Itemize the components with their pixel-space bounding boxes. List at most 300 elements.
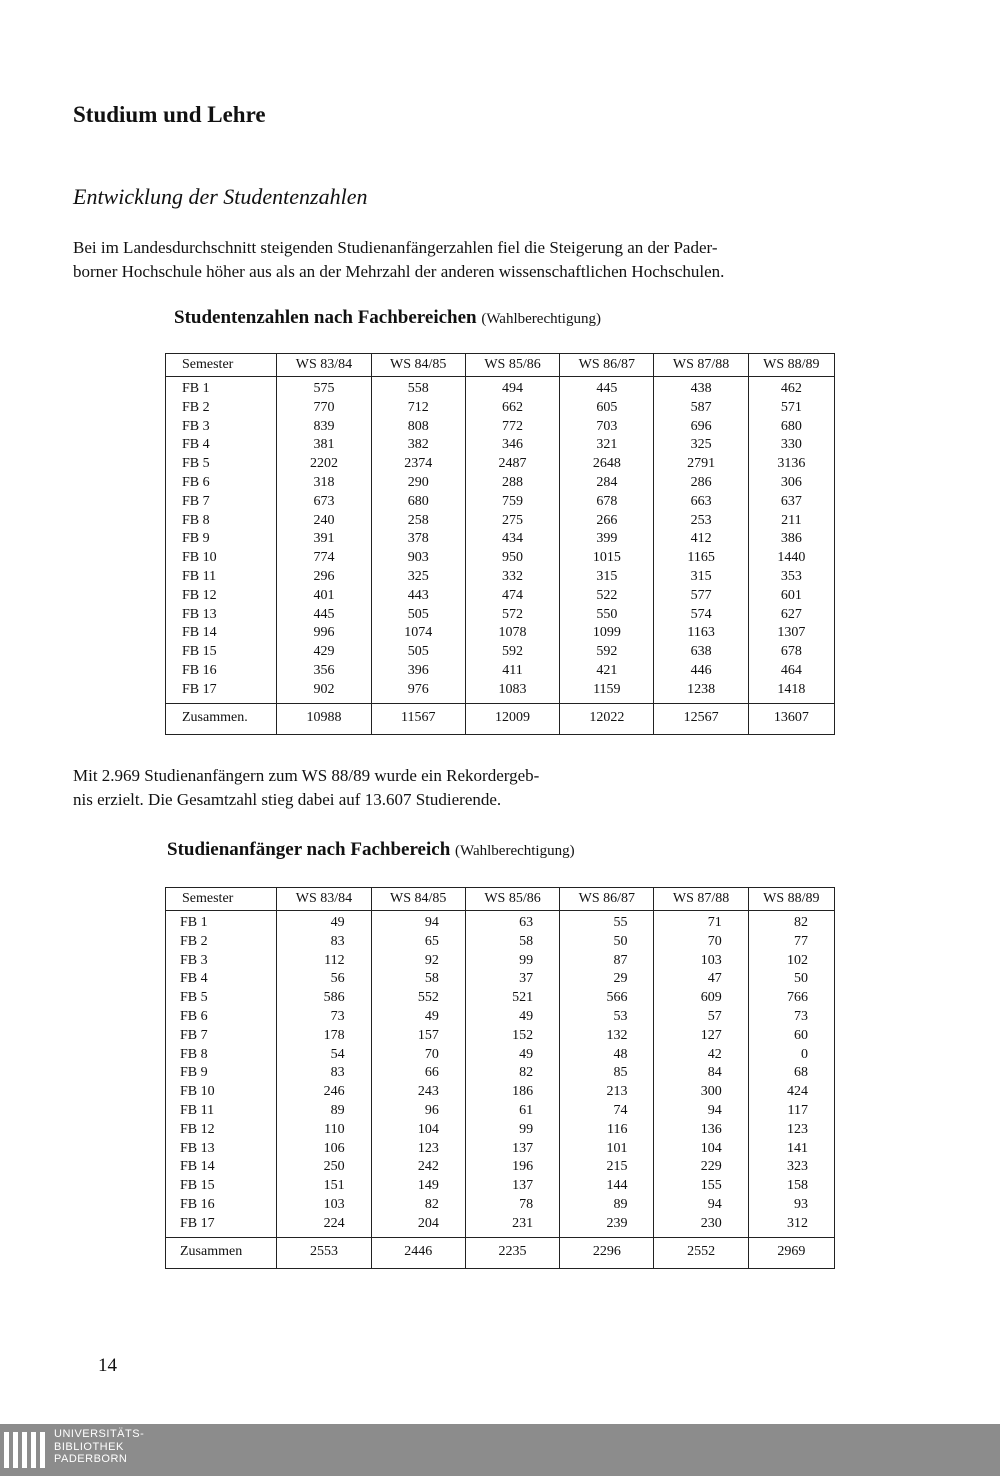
paragraph-line: borner Hochschule höher aus als an der Mehrzahl der anderen wissenschaftlichen Hochschulen. bbox=[73, 262, 725, 281]
table-cell: 663 bbox=[654, 493, 748, 512]
table-cell: 637 bbox=[748, 493, 834, 512]
table-cell: 575 bbox=[277, 377, 371, 399]
table-row bbox=[166, 970, 835, 989]
table-cell: 1159 bbox=[560, 681, 654, 703]
table-cell: 50 bbox=[560, 933, 654, 952]
table-cell: 638 bbox=[654, 643, 748, 662]
table2-title: Studienanfänger nach Fachbereich bbox=[167, 839, 451, 860]
table-cell: 587 bbox=[654, 399, 748, 418]
table-cell: 462 bbox=[748, 377, 834, 399]
column-header-semester-year: WS 83/84 bbox=[277, 888, 371, 911]
table-row bbox=[166, 436, 835, 455]
table-cell: 1418 bbox=[748, 681, 834, 703]
table-cell: 601 bbox=[748, 587, 834, 606]
table-cell: 586 bbox=[277, 989, 371, 1008]
column-header-semester-year: WS 87/88 bbox=[654, 354, 748, 377]
table1-title: Studentenzahlen nach Fachbereichen bbox=[174, 307, 477, 328]
column-header-semester-year: WS 86/87 bbox=[560, 888, 654, 911]
table-cell: 680 bbox=[371, 493, 465, 512]
table-row bbox=[166, 587, 835, 606]
table-cell: 123 bbox=[371, 1140, 465, 1159]
table-row bbox=[166, 512, 835, 531]
logo-line: BIBLIOTHEK bbox=[54, 1440, 124, 1453]
table-cell: 1165 bbox=[654, 549, 748, 568]
table-cell: 78 bbox=[465, 1196, 559, 1215]
row-label: FB 15 bbox=[166, 643, 277, 662]
total-cell: 12022 bbox=[560, 703, 654, 734]
row-label: FB 8 bbox=[166, 1046, 277, 1065]
table-cell: 696 bbox=[654, 418, 748, 437]
table-cell: 577 bbox=[654, 587, 748, 606]
table-cell: 592 bbox=[465, 643, 559, 662]
table-cell: 258 bbox=[371, 512, 465, 531]
table-cell: 92 bbox=[371, 952, 465, 971]
table-cell: 306 bbox=[748, 474, 834, 493]
table-cell: 808 bbox=[371, 418, 465, 437]
table-cell: 399 bbox=[560, 530, 654, 549]
table-row bbox=[166, 1121, 835, 1140]
table-cell: 104 bbox=[654, 1140, 748, 1159]
row-label: FB 17 bbox=[166, 1215, 277, 1237]
table-row bbox=[166, 624, 835, 643]
table-cell: 211 bbox=[748, 512, 834, 531]
table-cell: 243 bbox=[371, 1083, 465, 1102]
table-cell: 521 bbox=[465, 989, 559, 1008]
table-cell: 157 bbox=[371, 1027, 465, 1046]
table-cell: 151 bbox=[277, 1177, 371, 1196]
table-cell: 230 bbox=[654, 1215, 748, 1237]
table-cell: 85 bbox=[560, 1064, 654, 1083]
table-cell: 186 bbox=[465, 1083, 559, 1102]
table-cell: 391 bbox=[277, 530, 371, 549]
table-row bbox=[166, 493, 835, 512]
page-number: 14 bbox=[98, 1355, 117, 1376]
row-label: FB 7 bbox=[166, 1027, 277, 1046]
table-cell: 137 bbox=[465, 1177, 559, 1196]
table-cell: 494 bbox=[465, 377, 559, 399]
table-row bbox=[166, 662, 835, 681]
table-cell: 346 bbox=[465, 436, 559, 455]
table-row bbox=[166, 1177, 835, 1196]
table-cell: 94 bbox=[654, 1102, 748, 1121]
table-cell: 558 bbox=[371, 377, 465, 399]
row-label: FB 9 bbox=[166, 1064, 277, 1083]
row-label: FB 12 bbox=[166, 1121, 277, 1140]
column-header-semester-year: WS 85/86 bbox=[465, 888, 559, 911]
table-cell: 286 bbox=[654, 474, 748, 493]
table-row bbox=[166, 568, 835, 587]
table-cell: 550 bbox=[560, 606, 654, 625]
table-cell: 325 bbox=[654, 436, 748, 455]
table-row bbox=[166, 1064, 835, 1083]
table-cell: 94 bbox=[371, 911, 465, 933]
column-header-semester-year: WS 84/85 bbox=[371, 888, 465, 911]
table-cell: 54 bbox=[277, 1046, 371, 1065]
table-cell: 93 bbox=[748, 1196, 834, 1215]
table-row bbox=[166, 989, 835, 1008]
table-cell: 117 bbox=[748, 1102, 834, 1121]
table-cell: 609 bbox=[654, 989, 748, 1008]
table-row bbox=[166, 911, 835, 933]
table-cell: 1163 bbox=[654, 624, 748, 643]
row-label: FB 5 bbox=[166, 989, 277, 1008]
table-cell: 250 bbox=[277, 1158, 371, 1177]
table-cell: 321 bbox=[560, 436, 654, 455]
table-cell: 678 bbox=[560, 493, 654, 512]
table-cell: 49 bbox=[371, 1008, 465, 1027]
row-label: FB 2 bbox=[166, 399, 277, 418]
table-row bbox=[166, 952, 835, 971]
paragraph-line: nis erzielt. Die Gesamtzahl stieg dabei auf 13.607 Studierende. bbox=[73, 790, 502, 809]
table-cell: 1078 bbox=[465, 624, 559, 643]
first-year-students-table bbox=[165, 887, 835, 1269]
table-cell: 592 bbox=[560, 643, 654, 662]
table-cell: 401 bbox=[277, 587, 371, 606]
row-label: FB 3 bbox=[166, 418, 277, 437]
table-cell: 2648 bbox=[560, 455, 654, 474]
table-cell: 141 bbox=[748, 1140, 834, 1159]
total-cell: 10988 bbox=[277, 703, 371, 734]
table-row bbox=[166, 933, 835, 952]
table-cell: 323 bbox=[748, 1158, 834, 1177]
table-cell: 215 bbox=[560, 1158, 654, 1177]
table-cell: 65 bbox=[371, 933, 465, 952]
table-cell: 950 bbox=[465, 549, 559, 568]
table-cell: 386 bbox=[748, 530, 834, 549]
table-header-row bbox=[166, 888, 835, 911]
table-cell: 353 bbox=[748, 568, 834, 587]
table-cell: 158 bbox=[748, 1177, 834, 1196]
table-cell: 1074 bbox=[371, 624, 465, 643]
table-cell: 434 bbox=[465, 530, 559, 549]
table-cell: 1307 bbox=[748, 624, 834, 643]
table-total-row bbox=[166, 1237, 835, 1268]
table-row bbox=[166, 1196, 835, 1215]
table-cell: 102 bbox=[748, 952, 834, 971]
table-cell: 63 bbox=[465, 911, 559, 933]
table-cell: 505 bbox=[371, 643, 465, 662]
table-row bbox=[166, 474, 835, 493]
table-cell: 84 bbox=[654, 1064, 748, 1083]
table-cell: 112 bbox=[277, 952, 371, 971]
table-cell: 82 bbox=[371, 1196, 465, 1215]
table-cell: 429 bbox=[277, 643, 371, 662]
table-cell: 132 bbox=[560, 1027, 654, 1046]
library-footer-bar bbox=[0, 1424, 1000, 1476]
table-cell: 229 bbox=[654, 1158, 748, 1177]
table-cell: 53 bbox=[560, 1008, 654, 1027]
table-cell: 572 bbox=[465, 606, 559, 625]
row-label: FB 16 bbox=[166, 662, 277, 681]
row-label: FB 7 bbox=[166, 493, 277, 512]
total-cell: 13607 bbox=[748, 703, 834, 734]
column-header-semester-year: WS 85/86 bbox=[465, 354, 559, 377]
table-row bbox=[166, 1158, 835, 1177]
table-cell: 47 bbox=[654, 970, 748, 989]
table-cell: 61 bbox=[465, 1102, 559, 1121]
table-cell: 571 bbox=[748, 399, 834, 418]
table-cell: 903 bbox=[371, 549, 465, 568]
table-cell: 627 bbox=[748, 606, 834, 625]
table-cell: 284 bbox=[560, 474, 654, 493]
table-row bbox=[166, 681, 835, 703]
table-cell: 83 bbox=[277, 933, 371, 952]
student-numbers-table bbox=[165, 353, 835, 735]
table-cell: 94 bbox=[654, 1196, 748, 1215]
table-cell: 89 bbox=[560, 1196, 654, 1215]
table-header-row bbox=[166, 354, 835, 377]
row-label: FB 16 bbox=[166, 1196, 277, 1215]
table-cell: 3136 bbox=[748, 455, 834, 474]
paragraph-line: Bei im Landesdurchschnitt steigenden Studienanfängerzahlen fiel die Steigerung an der Pader- bbox=[73, 238, 718, 257]
table-cell: 325 bbox=[371, 568, 465, 587]
table-cell: 136 bbox=[654, 1121, 748, 1140]
table-cell: 178 bbox=[277, 1027, 371, 1046]
row-label: FB 9 bbox=[166, 530, 277, 549]
table-cell: 103 bbox=[277, 1196, 371, 1215]
table-cell: 42 bbox=[654, 1046, 748, 1065]
table-total-row bbox=[166, 703, 835, 734]
table-row bbox=[166, 549, 835, 568]
table-cell: 73 bbox=[277, 1008, 371, 1027]
table-cell: 446 bbox=[654, 662, 748, 681]
paragraph-line: Mit 2.969 Studienanfängern zum WS 88/89 wurde ein Rekordergeb- bbox=[73, 766, 540, 785]
table-cell: 474 bbox=[465, 587, 559, 606]
library-logo-icon bbox=[4, 1432, 48, 1472]
table-cell: 89 bbox=[277, 1102, 371, 1121]
table-cell: 50 bbox=[748, 970, 834, 989]
table-cell: 66 bbox=[371, 1064, 465, 1083]
table-cell: 246 bbox=[277, 1083, 371, 1102]
table-cell: 68 bbox=[748, 1064, 834, 1083]
table-row bbox=[166, 1102, 835, 1121]
table-cell: 57 bbox=[654, 1008, 748, 1027]
table-cell: 49 bbox=[277, 911, 371, 933]
table-cell: 1440 bbox=[748, 549, 834, 568]
table-cell: 678 bbox=[748, 643, 834, 662]
table-cell: 82 bbox=[465, 1064, 559, 1083]
table-cell: 976 bbox=[371, 681, 465, 703]
table-cell: 318 bbox=[277, 474, 371, 493]
table-cell: 56 bbox=[277, 970, 371, 989]
table2-subtitle: (Wahlberechtigung) bbox=[455, 843, 575, 859]
record-paragraph bbox=[73, 764, 673, 812]
table-cell: 2374 bbox=[371, 455, 465, 474]
row-label: FB 1 bbox=[166, 911, 277, 933]
table-row bbox=[166, 530, 835, 549]
table-cell: 0 bbox=[748, 1046, 834, 1065]
table-cell: 505 bbox=[371, 606, 465, 625]
table-cell: 421 bbox=[560, 662, 654, 681]
table-cell: 411 bbox=[465, 662, 559, 681]
table-cell: 445 bbox=[277, 606, 371, 625]
table-cell: 2202 bbox=[277, 455, 371, 474]
table-cell: 70 bbox=[654, 933, 748, 952]
table-cell: 1238 bbox=[654, 681, 748, 703]
table-cell: 266 bbox=[560, 512, 654, 531]
table-cell: 443 bbox=[371, 587, 465, 606]
row-label: FB 13 bbox=[166, 606, 277, 625]
table-cell: 110 bbox=[277, 1121, 371, 1140]
table-cell: 438 bbox=[654, 377, 748, 399]
table-cell: 144 bbox=[560, 1177, 654, 1196]
table-cell: 315 bbox=[654, 568, 748, 587]
column-header-semester: Semester bbox=[166, 888, 277, 911]
row-label: FB 14 bbox=[166, 1158, 277, 1177]
column-header-semester-year: WS 88/89 bbox=[748, 888, 834, 911]
table-cell: 73 bbox=[748, 1008, 834, 1027]
table-cell: 58 bbox=[465, 933, 559, 952]
table-row bbox=[166, 643, 835, 662]
table-cell: 464 bbox=[748, 662, 834, 681]
table-cell: 445 bbox=[560, 377, 654, 399]
table-cell: 2791 bbox=[654, 455, 748, 474]
table-row bbox=[166, 1027, 835, 1046]
table-cell: 1099 bbox=[560, 624, 654, 643]
table-cell: 574 bbox=[654, 606, 748, 625]
table-cell: 378 bbox=[371, 530, 465, 549]
table-cell: 155 bbox=[654, 1177, 748, 1196]
table-cell: 96 bbox=[371, 1102, 465, 1121]
row-label: FB 13 bbox=[166, 1140, 277, 1159]
table-cell: 566 bbox=[560, 989, 654, 1008]
table-cell: 213 bbox=[560, 1083, 654, 1102]
row-label: FB 11 bbox=[166, 568, 277, 587]
table-cell: 332 bbox=[465, 568, 559, 587]
row-label: FB 17 bbox=[166, 681, 277, 703]
table-cell: 99 bbox=[465, 952, 559, 971]
table-cell: 58 bbox=[371, 970, 465, 989]
table-cell: 253 bbox=[654, 512, 748, 531]
total-cell: 2969 bbox=[748, 1237, 834, 1268]
table-cell: 196 bbox=[465, 1158, 559, 1177]
row-label: FB 4 bbox=[166, 436, 277, 455]
row-label: FB 10 bbox=[166, 549, 277, 568]
total-cell: 2296 bbox=[560, 1237, 654, 1268]
row-label: FB 5 bbox=[166, 455, 277, 474]
logo-line: UNIVERSITÄTS- bbox=[54, 1428, 145, 1440]
logo-line: PADERBORN bbox=[54, 1453, 128, 1465]
table-cell: 70 bbox=[371, 1046, 465, 1065]
table-cell: 103 bbox=[654, 952, 748, 971]
table-cell: 381 bbox=[277, 436, 371, 455]
table-cell: 759 bbox=[465, 493, 559, 512]
row-label: FB 2 bbox=[166, 933, 277, 952]
row-label: FB 6 bbox=[166, 474, 277, 493]
table-cell: 231 bbox=[465, 1215, 559, 1237]
total-cell: 12567 bbox=[654, 703, 748, 734]
total-cell: 2552 bbox=[654, 1237, 748, 1268]
table-cell: 712 bbox=[371, 399, 465, 418]
table-cell: 204 bbox=[371, 1215, 465, 1237]
table-cell: 1083 bbox=[465, 681, 559, 703]
table-row bbox=[166, 377, 835, 399]
table-row bbox=[166, 1008, 835, 1027]
intro-paragraph bbox=[73, 236, 833, 284]
row-label: FB 6 bbox=[166, 1008, 277, 1027]
table-row bbox=[166, 1140, 835, 1159]
table-cell: 605 bbox=[560, 399, 654, 418]
total-cell: 2235 bbox=[465, 1237, 559, 1268]
table-cell: 2487 bbox=[465, 455, 559, 474]
table-cell: 127 bbox=[654, 1027, 748, 1046]
table-cell: 239 bbox=[560, 1215, 654, 1237]
table-cell: 330 bbox=[748, 436, 834, 455]
table-cell: 48 bbox=[560, 1046, 654, 1065]
table-cell: 152 bbox=[465, 1027, 559, 1046]
table-row bbox=[166, 1046, 835, 1065]
table-cell: 104 bbox=[371, 1121, 465, 1140]
total-cell: 11567 bbox=[371, 703, 465, 734]
table-cell: 996 bbox=[277, 624, 371, 643]
table-cell: 396 bbox=[371, 662, 465, 681]
table-cell: 703 bbox=[560, 418, 654, 437]
table-cell: 29 bbox=[560, 970, 654, 989]
table-cell: 149 bbox=[371, 1177, 465, 1196]
table-cell: 552 bbox=[371, 989, 465, 1008]
table-cell: 99 bbox=[465, 1121, 559, 1140]
column-header-semester-year: WS 86/87 bbox=[560, 354, 654, 377]
table-cell: 83 bbox=[277, 1064, 371, 1083]
library-logo-text bbox=[54, 1428, 144, 1466]
table-cell: 37 bbox=[465, 970, 559, 989]
table-cell: 356 bbox=[277, 662, 371, 681]
table-cell: 116 bbox=[560, 1121, 654, 1140]
table-cell: 224 bbox=[277, 1215, 371, 1237]
table-row bbox=[166, 399, 835, 418]
table-cell: 662 bbox=[465, 399, 559, 418]
table-cell: 77 bbox=[748, 933, 834, 952]
table-cell: 770 bbox=[277, 399, 371, 418]
section-subheading: Entwicklung der Studentenzahlen bbox=[73, 184, 368, 209]
table-cell: 49 bbox=[465, 1008, 559, 1027]
row-label: FB 8 bbox=[166, 512, 277, 531]
total-cell: 2553 bbox=[277, 1237, 371, 1268]
total-label: Zusammen. bbox=[166, 703, 277, 734]
column-header-semester-year: WS 83/84 bbox=[277, 354, 371, 377]
table-cell: 49 bbox=[465, 1046, 559, 1065]
table-cell: 772 bbox=[465, 418, 559, 437]
column-header-semester-year: WS 88/89 bbox=[748, 354, 834, 377]
table-cell: 123 bbox=[748, 1121, 834, 1140]
column-header-semester-year: WS 87/88 bbox=[654, 888, 748, 911]
table-cell: 296 bbox=[277, 568, 371, 587]
table-cell: 680 bbox=[748, 418, 834, 437]
table-cell: 82 bbox=[748, 911, 834, 933]
table-cell: 315 bbox=[560, 568, 654, 587]
table-row bbox=[166, 1083, 835, 1102]
table-cell: 673 bbox=[277, 493, 371, 512]
table-cell: 902 bbox=[277, 681, 371, 703]
table-cell: 240 bbox=[277, 512, 371, 531]
row-label: FB 1 bbox=[166, 377, 277, 399]
total-label: Zusammen bbox=[166, 1237, 277, 1268]
table-cell: 275 bbox=[465, 512, 559, 531]
table-cell: 242 bbox=[371, 1158, 465, 1177]
table1-subtitle: (Wahlberechtigung) bbox=[481, 311, 601, 327]
table-cell: 288 bbox=[465, 474, 559, 493]
row-label: FB 14 bbox=[166, 624, 277, 643]
row-label: FB 4 bbox=[166, 970, 277, 989]
table-cell: 774 bbox=[277, 549, 371, 568]
table-cell: 137 bbox=[465, 1140, 559, 1159]
page-heading: Studium und Lehre bbox=[73, 102, 266, 127]
table2-caption bbox=[167, 839, 575, 861]
table-cell: 55 bbox=[560, 911, 654, 933]
table-cell: 412 bbox=[654, 530, 748, 549]
column-header-semester-year: WS 84/85 bbox=[371, 354, 465, 377]
table-cell: 290 bbox=[371, 474, 465, 493]
